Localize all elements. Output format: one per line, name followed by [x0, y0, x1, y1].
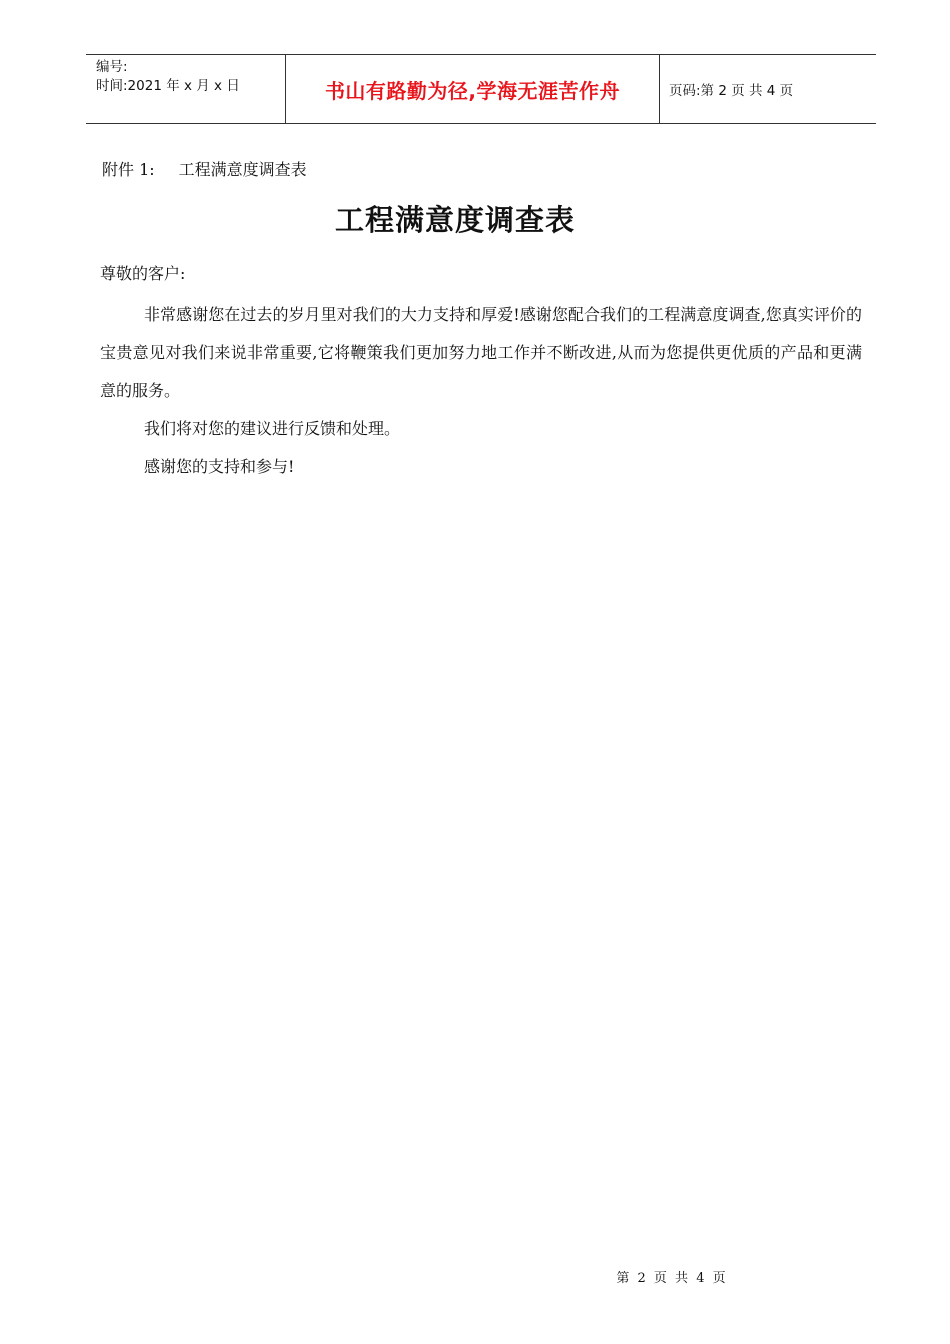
document-title: 工程满意度调查表	[334, 203, 575, 237]
header-page-cell	[660, 55, 876, 123]
attachment-label: 附件 1:	[102, 160, 155, 179]
attachment-name: 工程满意度调查表	[178, 160, 307, 179]
header-motto-cell	[286, 55, 660, 123]
header-page-label: 页码:第 2 页 共 4 页	[669, 83, 794, 99]
page-header	[86, 54, 876, 124]
page-footer	[0, 1267, 950, 1286]
header-motto: 书山有路勤为径,学海无涯苦作舟	[324, 78, 621, 103]
attachment-line	[102, 157, 307, 180]
date-label: 时间:2021 年 x 月 x 日	[96, 78, 240, 94]
paragraph-feedback: 我们将对您的建议进行反馈和处理。	[144, 419, 401, 438]
letter-body	[100, 262, 862, 486]
footer-page-number: 第 2 页 共 4 页	[616, 1271, 728, 1286]
header-meta	[86, 55, 286, 123]
paragraph-thanks: 非常感谢您在过去的岁月里对我们的大力支持和厚爱!感谢您配合我们的工程满意度调查,您真实评价的宝贵意见对我们来说非常重要,它将鞭策我们更加努力地工作并不断改进,从而为您提供更优质的产品和更满意的服务。	[100, 305, 862, 400]
salutation: 尊敬的客户:	[100, 264, 186, 283]
paragraph-closing: 感谢您的支持和参与!	[144, 457, 295, 476]
number-label: 编号:	[96, 59, 128, 75]
